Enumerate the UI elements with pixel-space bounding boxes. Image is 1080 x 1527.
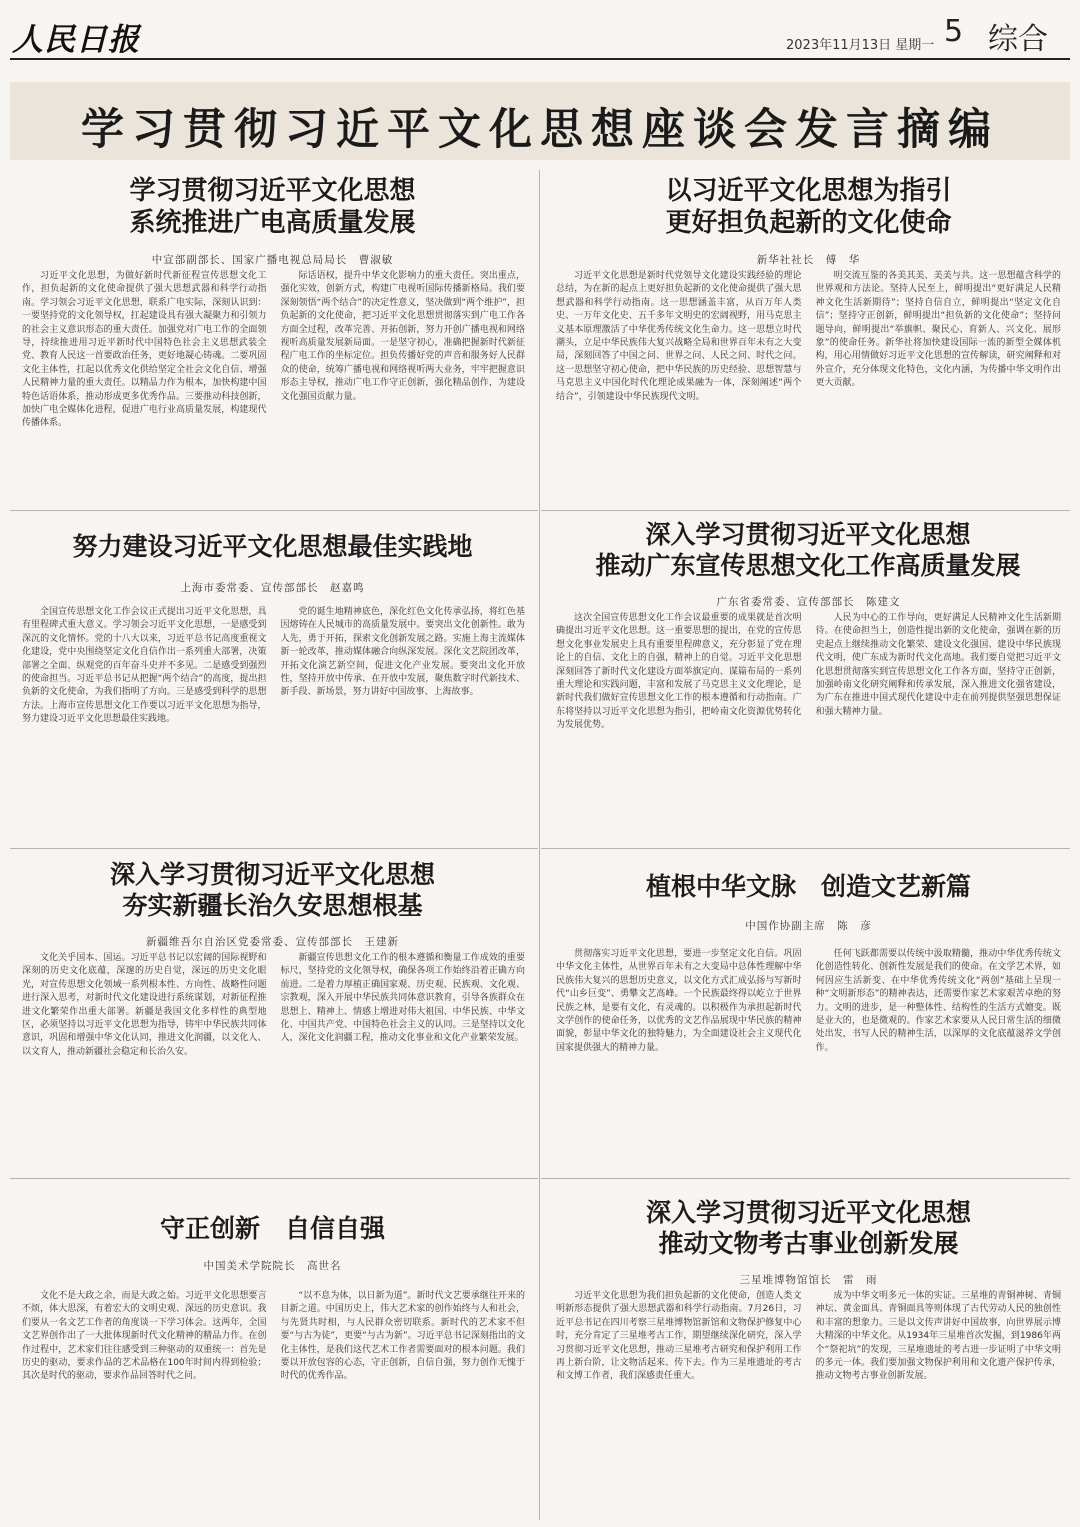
- body-column: [816, 270, 1062, 502]
- article-headline: [20, 860, 525, 921]
- body-paragraph: 习近平文化思想为我们担负起新的文化使命，创造人类文明新形态提供了强大思想武器和科学行动指南。7月26日，习近平总书记在四川考察三星堆博物馆新馆和文物保护修复中心时，充分肯定了三星堆考古工作，期望继续深化研究，深入学习贯彻习近平文化思想，推动三星堆考古研究和保护利用工作再上新台阶，让文物活起来、传下去。作为三星堆遗址的考古和文博工作者，我们深感责任重大。: [556, 1291, 802, 1382]
- article-body: [22, 1290, 525, 1518]
- article-body: [556, 270, 1061, 502]
- headline-line-2: 更好担负起新的文化使命: [665, 207, 952, 238]
- headline-line-1: 学习贯彻习近平文化思想: [129, 176, 416, 206]
- headline-line-1: 深入学习贯彻习近平文化思想: [645, 1198, 971, 1227]
- body-paragraph: 党的诞生地精神底色，深化红色文化传承弘扬，将红色基因熔铸在人民城市的高质量发展中。要突出文化创新性。敢为人先，勇于开拓，探索文化创新发展之路。实施上海主流媒体新一轮改革，推动媒体融合向纵深发展。深化文艺院团改革，开拓文化演艺新空间，促进文化产业发展。要突出文化开放性，坚持开放中传承、在开放中发展，聚焦数字时代新技术、新手段、新场景，努力讲好中国故事、上海故事。: [280, 607, 525, 698]
- headline-line-1: 以习近平文化思想为指引: [665, 176, 952, 206]
- body-paragraph: 文化关乎国本、国运。习近平总书记以宏阔的国际视野和深刻的历史文化底蕴，深邃的历史自觉，深远的历史文化眼光，对宣传思想文化领域一系列根本性、方向性、战略性问题进行深入思考，对新时代文化建设进行系统谋划，对新征程推进文化繁荣作出重大部署。新疆是我国文化多样性的典型地区，必须坚持以习近平文化思想为指导，铸牢中华民族共同体意识，巩固和增强中华文化认同，推进文化润疆，以文化人、以文育人，推动新疆社会稳定和长治久安。: [22, 953, 267, 1057]
- body-column: [281, 952, 526, 1170]
- body-column: [281, 270, 526, 502]
- article-headline: [20, 176, 525, 239]
- body-column: [816, 948, 1062, 1170]
- article-headline: [20, 532, 525, 563]
- headline-line-2: 推动广东宣传思想文化工作高质量发展: [595, 550, 1021, 580]
- masthead-rule: [10, 58, 1070, 60]
- article-body: [22, 952, 525, 1170]
- article-byline: 中宣部副部长、国家广播电视总局局长 曹淑敏: [151, 254, 394, 266]
- body-paragraph: 全国宣传思想文化工作会议正式提出习近平文化思想，具有里程碑式重大意义。学习领会习近平文化思想，一是感受到深沉的文化情怀。党的十八大以来，习近平总书记高度重视文化建设，党中央围绕坚定文化自信作出一系列重大部署，决策部署之全面、纵观党的百年奋斗史并不多见。二是感受到强烈的使命担当。习近平总书记从把握“两个结合”的高度，提出担负新的文化使命，为我们指明了方向。三是感受到科学的思想方法。上海市宣传思想文化工作要以习近平文化思想为指导，努力建设习近平文化思想最佳实践地。: [22, 607, 267, 725]
- headline-line-2: 推动文物考古事业创新发展: [658, 1228, 959, 1258]
- headline-line-1: 守正创新 自信自强: [159, 1214, 385, 1243]
- masthead: [0, 0, 1080, 62]
- body-paragraph: 贯彻落实习近平文化思想，要进一步坚定文化自信。巩固中华文化主体性，从世界百年未有之大变局中总体性理解中华民族伟大复兴的思想历史意义，以文化方式汇成弘扬与写新时代“山乡巨变”、勇攀文艺高峰。一个民族最终得以屹立于世界民族之林，是要有文化，有灵魂的。以积极作为承担起新时代文学创作的使命任务，以优秀的文艺作品展现中华民族的精神面貌，彰显中华文化的独特魅力，为全面建设社会主义现代化国家提供强大的精神力量。: [556, 949, 802, 1053]
- section-divider: [541, 848, 1070, 849]
- section-divider: [10, 848, 538, 849]
- article-headline: [548, 520, 1068, 581]
- page-banner: [10, 82, 1070, 160]
- headline-line-1: 深入学习贯彻习近平文化思想: [109, 860, 435, 889]
- issue-date: 2023年11月13日 星期一: [786, 38, 935, 53]
- section-divider: [541, 510, 1070, 511]
- section-divider: [541, 1178, 1070, 1179]
- body-paragraph: 任何飞跃都需要以传统中汲取精髓，推动中华优秀传统文化创造性转化、创新性发展是我们的使命。在文学艺术界，如何因应生活新变、在中华优秀传统文化“两创”基础上呈现一种“文明新形态”的精神表达，还需要作家艺术家艰苦卓绝的努力。文明的进步，是一种整体性、结构性的生活方式嬗变。既是业大的，也是微观的。作家艺术家要从人民日常生活的细微处出发，书写人民的精神生活，以深厚的文化底蕴滋养文学创作。: [815, 949, 1061, 1053]
- headline-line-2: 系统推进广电高质量发展: [129, 207, 416, 238]
- section-divider: [10, 1178, 538, 1179]
- body-column: [22, 1290, 267, 1518]
- article-headline: [556, 176, 1061, 239]
- newspaper-logo: 人民日报: [12, 22, 140, 58]
- body-paragraph: 习近平文化思想是新时代党领导文化建设实践经验的理论总结，为在新的起点上更好担负起新的文化使命提供了强大思想武器和科学行动指南。这一思想涵盖丰富，从百万年人类史、一万年文化史、五千多年文明史的宏阔视野，用马克思主义基本原理激活了中华优秀传统文化生命力。这一思想立时代潮头，立足中华民族伟大复兴战略全局和世界百年未有之大变局，深刻回答了中国之问、世界之问、人民之问、时代之问。这一思想坚守初心使命，把中华民族的历史经验、思想智慧与马克思主义中国化时代化理论成果融为一体，深刻阐述“两个结合”，引领建设中华民族现代文明。: [556, 271, 802, 402]
- headline-line-1: 努力建设习近平文化思想最佳实践地: [72, 532, 473, 561]
- article-body: [556, 1290, 1061, 1518]
- article-body: [556, 612, 1061, 840]
- body-column: [281, 1290, 526, 1518]
- article-byline: 中国作协副主席 陈 彦: [745, 920, 872, 932]
- body-column: [556, 270, 802, 502]
- article-body: [22, 606, 525, 840]
- column-divider: [539, 170, 540, 1520]
- body-column: [556, 1290, 802, 1518]
- body-paragraph: 明交流互鉴的各美其美、美美与共。这一思想蕴含科学的世界观和方法论。坚持人民至上，鲜明提出“更好满足人民精神文化生活新期待”；坚持自信自立，鲜明提出“坚定文化自信”；坚持守正创新，鲜明提出“担负新的文化使命”；坚持问题导向，鲜明提出“举旗帜、聚民心、育新人、兴文化、展形象”的使命任务。新华社将加快建设国际一流的新型全媒体机构，用心用情做好习近平文化思想的宣传解读，研究阐释和对外宣介，充分体现文化特色，文化内涵，为传播中华文明作出更大贡献。: [815, 271, 1061, 389]
- page-title: 学习贯彻习近平文化思想座谈会发言摘编: [81, 105, 999, 155]
- article-byline: 中国美术学院院长 高世名: [203, 1260, 342, 1272]
- body-paragraph: 新疆宣传思想文化工作的根本遵循和衡量工作成效的重要标尺，坚持党的文化领导权，确保各项工作始终沿着正确方向前进。二是着力厚植正确国家观、历史观、民族观、文化观、宗教观，深入开展中华民族共同体意识教育，引导各族群众在思想上、精神上、情感上增进对伟大祖国、中华民族、中华文化、中国共产党、中国特色社会主义的认同。三是坚持以文化人，深化文化润疆工程，推动文化事业和文化产业繁荣发展。: [280, 953, 525, 1044]
- body-column: [22, 952, 267, 1170]
- section-divider: [10, 510, 538, 511]
- article-byline: 三星堆博物馆馆长 雷 雨: [739, 1274, 878, 1286]
- headline-line-1: 深入学习贯彻习近平文化思想: [645, 520, 971, 549]
- body-paragraph: 这次全国宣传思想文化工作会议最重要的成果就是首次明确提出习近平文化思想。这一重要思想的提出，在党的宣传思想文化事业发展史上具有重要里程碑意义，充分彰显了党在理论上的自信、文化上的自强，精神上的自觉。习近平文化思想深刻回答了新时代文化建设方面举旗定向、谋篇布局的一系列重大理论和实践问题，丰富和发展了马克思主义文化理论，是新时代我们做好宣传思想文化工作的根本遵循和行动指南。广东将坚持以习近平文化思想为指引，把岭南文化资源优势转化为发展优势。: [556, 613, 802, 731]
- body-column: [556, 948, 802, 1170]
- article-body: [22, 270, 525, 502]
- article-body: [556, 948, 1061, 1170]
- article-headline: [556, 872, 1061, 903]
- body-paragraph: “以不息为体，以日新为道”。新时代文艺要承继往开来的目新之道。中国历史上，伟大艺术家的创作始终与人和社会，与先贤共时相，与人民群众密切联系。新时代的艺术家不但要“与古为徒”，更要“与古为新”。习近平总书记深刻指出的文化主体性，是我们这代艺术工作者需要面对的根本问题。我们要以开放包容的心态，守正创新，自信自强，努力创作无愧于时代的优秀作品。: [280, 1291, 525, 1382]
- headline-line-2: 夯实新疆长治久安思想根基: [122, 890, 423, 920]
- article-headline: [556, 1198, 1061, 1259]
- article-byline: 新华社社长 傅 华: [756, 254, 861, 266]
- body-paragraph: 际话语权，提升中华文化影响力的重大责任。突出重点，强化实效，创新方式，构建广电视听国际传播新格局。我们要深刻领悟“两个结合”的决定性意义，坚决做到“两个维护”，担负起新的文化使命，把习近平文化思想贯彻落实到广电工作各方面全过程，改革完善、开拓创新，努力开创广播电视和网络视听高质量发展新局面。一是坚守初心，准确把握新时代新征程广电工作的坐标定位。担负传播好党的声音和服务好人民群众的使命，统筹广播电视和网络视听两大业务，牢牢把握意识形态主导权，推动广电工作守正创新，强化精品创作，为建设文化强国贡献力量。: [280, 271, 525, 402]
- section-name: 综合: [988, 22, 1048, 57]
- article-byline: 新疆维吾尔自治区党委常委、宣传部部长 王建新: [146, 936, 399, 948]
- body-paragraph: 文化不是大政之余，而是大政之始。习近平文化思想要言不烦，体大思深，有着宏大的文明史观、深远的历史意识。我们要从一名文艺工作者的角度谈一下学习体会。这两年，全国文艺界创作出了一大批体现新时代文化精神的精品力作。在创作过程中，艺术家们往往感受到三种驱动的双重统一：首先是历史的驱动，要求作品的艺术品格在100年时间内得到检验；其次是时代的驱动，要求作品回答时代之问。: [22, 1291, 267, 1382]
- article-byline: 广东省委常委、宣传部部长 陈建文: [716, 596, 901, 608]
- page-number: 5: [944, 14, 964, 49]
- body-paragraph: 成为中华文明多元一体的实证。三星堆的青铜神树、青铜神坛、黄金面具、青铜面具等则体现了古代劳动人民的独创性和丰富的想象力。三是以文传声讲好中国故事，向世界展示博大精深的中华文化。从1934年三星堆首次发掘，到1986年两个“祭祀坑”的发现，三星堆遗址的考古进一步证明了中华文明的多元一体。我们要加强文物保护利用和文化遗产保护传承，推动文物考古事业创新发展。: [815, 1291, 1061, 1382]
- body-column: [281, 606, 526, 840]
- body-column: [22, 606, 267, 840]
- body-paragraph: 人民为中心的工作导向，更好满足人民精神文化生活新期待。在使命担当上，创造性提出新的文化使命，强调在新的历史起点上继续推动文化繁荣、建设文化强国、建设中华民族现代文明，使广东成为新时代文化高地。我们要自觉把习近平文化思想贯彻落实到宣传思想文化工作各方面，坚持守正创新，加强岭南文化研究阐释和传承发展，深入推进文化强省建设，为广东在推进中国式现代化建设中走在前列提供坚强思想保证和强大精神力量。: [815, 613, 1061, 717]
- article-byline: 上海市委常委、宣传部部长 赵嘉鸣: [180, 582, 365, 594]
- article-headline: [20, 1214, 525, 1245]
- body-column: [22, 270, 267, 502]
- body-column: [816, 1290, 1062, 1518]
- body-paragraph: 习近平文化思想，为做好新时代新征程宣传思想文化工作，担负起新的文化使命提供了强大思想武器和科学行动指南。学习领会习近平文化思想，联系广电实际，深刻认识到：一要坚持党的文化领导权，扛起建设具有强大凝聚力和引领力的社会主义意识形态的重大责任。加强党对广电工作的全面领导，持续推进用习近平新时代中国特色社会主义思想武装全党、教育人民这一首要政治任务，更好地凝心铸魂。二要巩固文化主体性，扛起以优秀文化供给坚定全社会文化自信、增强人民精神力量的重大责任。以精品力作为根本，加快构建中国特色话语体系，推动形成更多优秀作品。三要推动科技创新，加快广电全媒体化进程，促进广电行业高质量发展，构建现代传播体系。: [22, 271, 267, 429]
- headline-line-1: 植根中华文脉 创造文艺新篇: [645, 872, 971, 901]
- body-column: [816, 612, 1062, 840]
- body-column: [556, 612, 802, 840]
